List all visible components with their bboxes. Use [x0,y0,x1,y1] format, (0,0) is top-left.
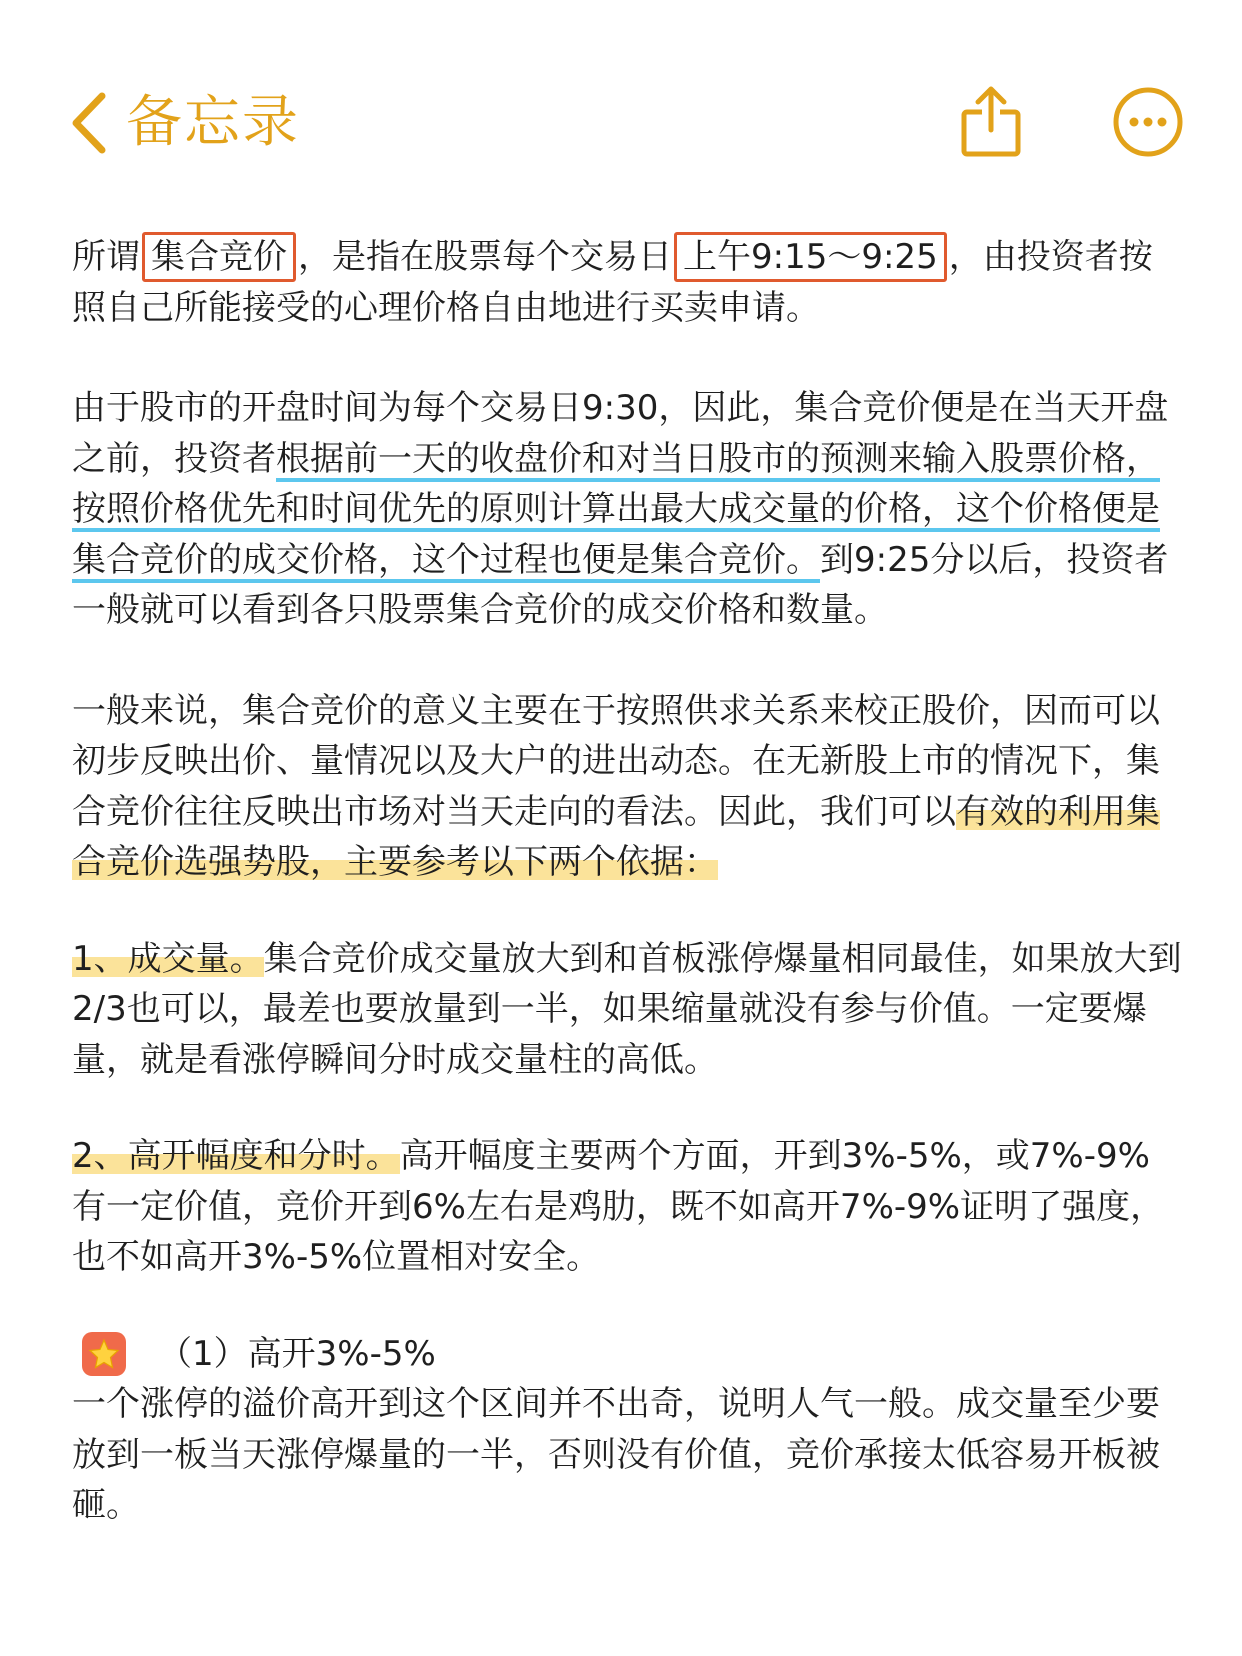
text: 高开幅度主要两个方面，开到3%-5%，或7%-9%有一定价值，竞价开到6%左右是鸡肋，既不如高开7%-9%证明了强度，也不如高开3%-5%位置相对安全。 [72,1136,1165,1277]
underlined-text: 根据前一天的收盘价和对当日股市的预测来输入股票价格，按照价格优先和时间优先的原则计算出最大成交量的价格，这个价格便是集合竞价的成交价格，这个过程也便是集合竞价。 [72,438,1160,580]
text: ，由投资者按照自己所能接受的心理价格自由地进行买卖申请。 [72,237,1153,328]
text: 集合竞价成交量放大到和首板涨停爆量相同最佳，如果放大到2/3也可以，最差也要放量到一半，如果缩量就没有参与价值。一定要爆量，就是看涨停瞬间分时成交量柱的高低。 [72,938,1182,1080]
chevron-left-icon [70,90,108,156]
paragraph-meaning [72,686,1182,888]
paragraph-open-range [72,1131,1182,1283]
back-label: 备忘录 [126,90,300,155]
boxed-time: 上午9:15～9:25 [674,232,947,282]
back-button[interactable] [70,88,300,158]
paragraph-volume [72,934,1182,1086]
paragraph-sub1: 一个涨停的溢价高开到这个区间并不出奇，说明人气一般。成交量至少要放到一板当天涨停爆量的一半，否则没有价值，竞价承接太低容易开板被砸。 [72,1384,1160,1525]
paragraph-definition [72,232,1182,333]
text: 到9:25分以后，投资者一般就可以看到各只股票集合竞价的成交价格和数量。 [72,539,1169,630]
highlighted-heading: 1、成交量。 [72,938,264,979]
note-body[interactable] [72,232,1182,1531]
nav-bar [0,0,1242,200]
subheading-line [72,1329,1182,1380]
paragraph-timing [72,383,1182,636]
text: 一般来说，集合竞价的意义主要在于按照供求关系来校正股价，因而可以初步反映出价、量情况以及大户的进出动态。在无新股上市的情况下，集合竞价往往反映出市场对当天走向的看法。因此，我们可以 [72,690,1160,832]
text: 所谓 [72,237,140,277]
text: 由于股市的开盘时间为每个交易日9:30，因此，集合竞价便是在当天开盘之前，投资者 [72,388,1169,479]
more-icon[interactable] [1112,86,1184,158]
share-icon[interactable] [958,84,1024,158]
highlighted-heading: 2、高开幅度和分时。 [72,1136,400,1176]
subheading-title: （1）高开3%-5% [158,1333,436,1374]
highlighted-text: 有效的利用集合竞价选强势股，主要参考以下两个依据： [72,791,1160,882]
text: ，是指在股票每个交易日 [298,237,672,277]
boxed-term: 集合竞价 [142,232,296,282]
star-icon [82,1332,126,1376]
